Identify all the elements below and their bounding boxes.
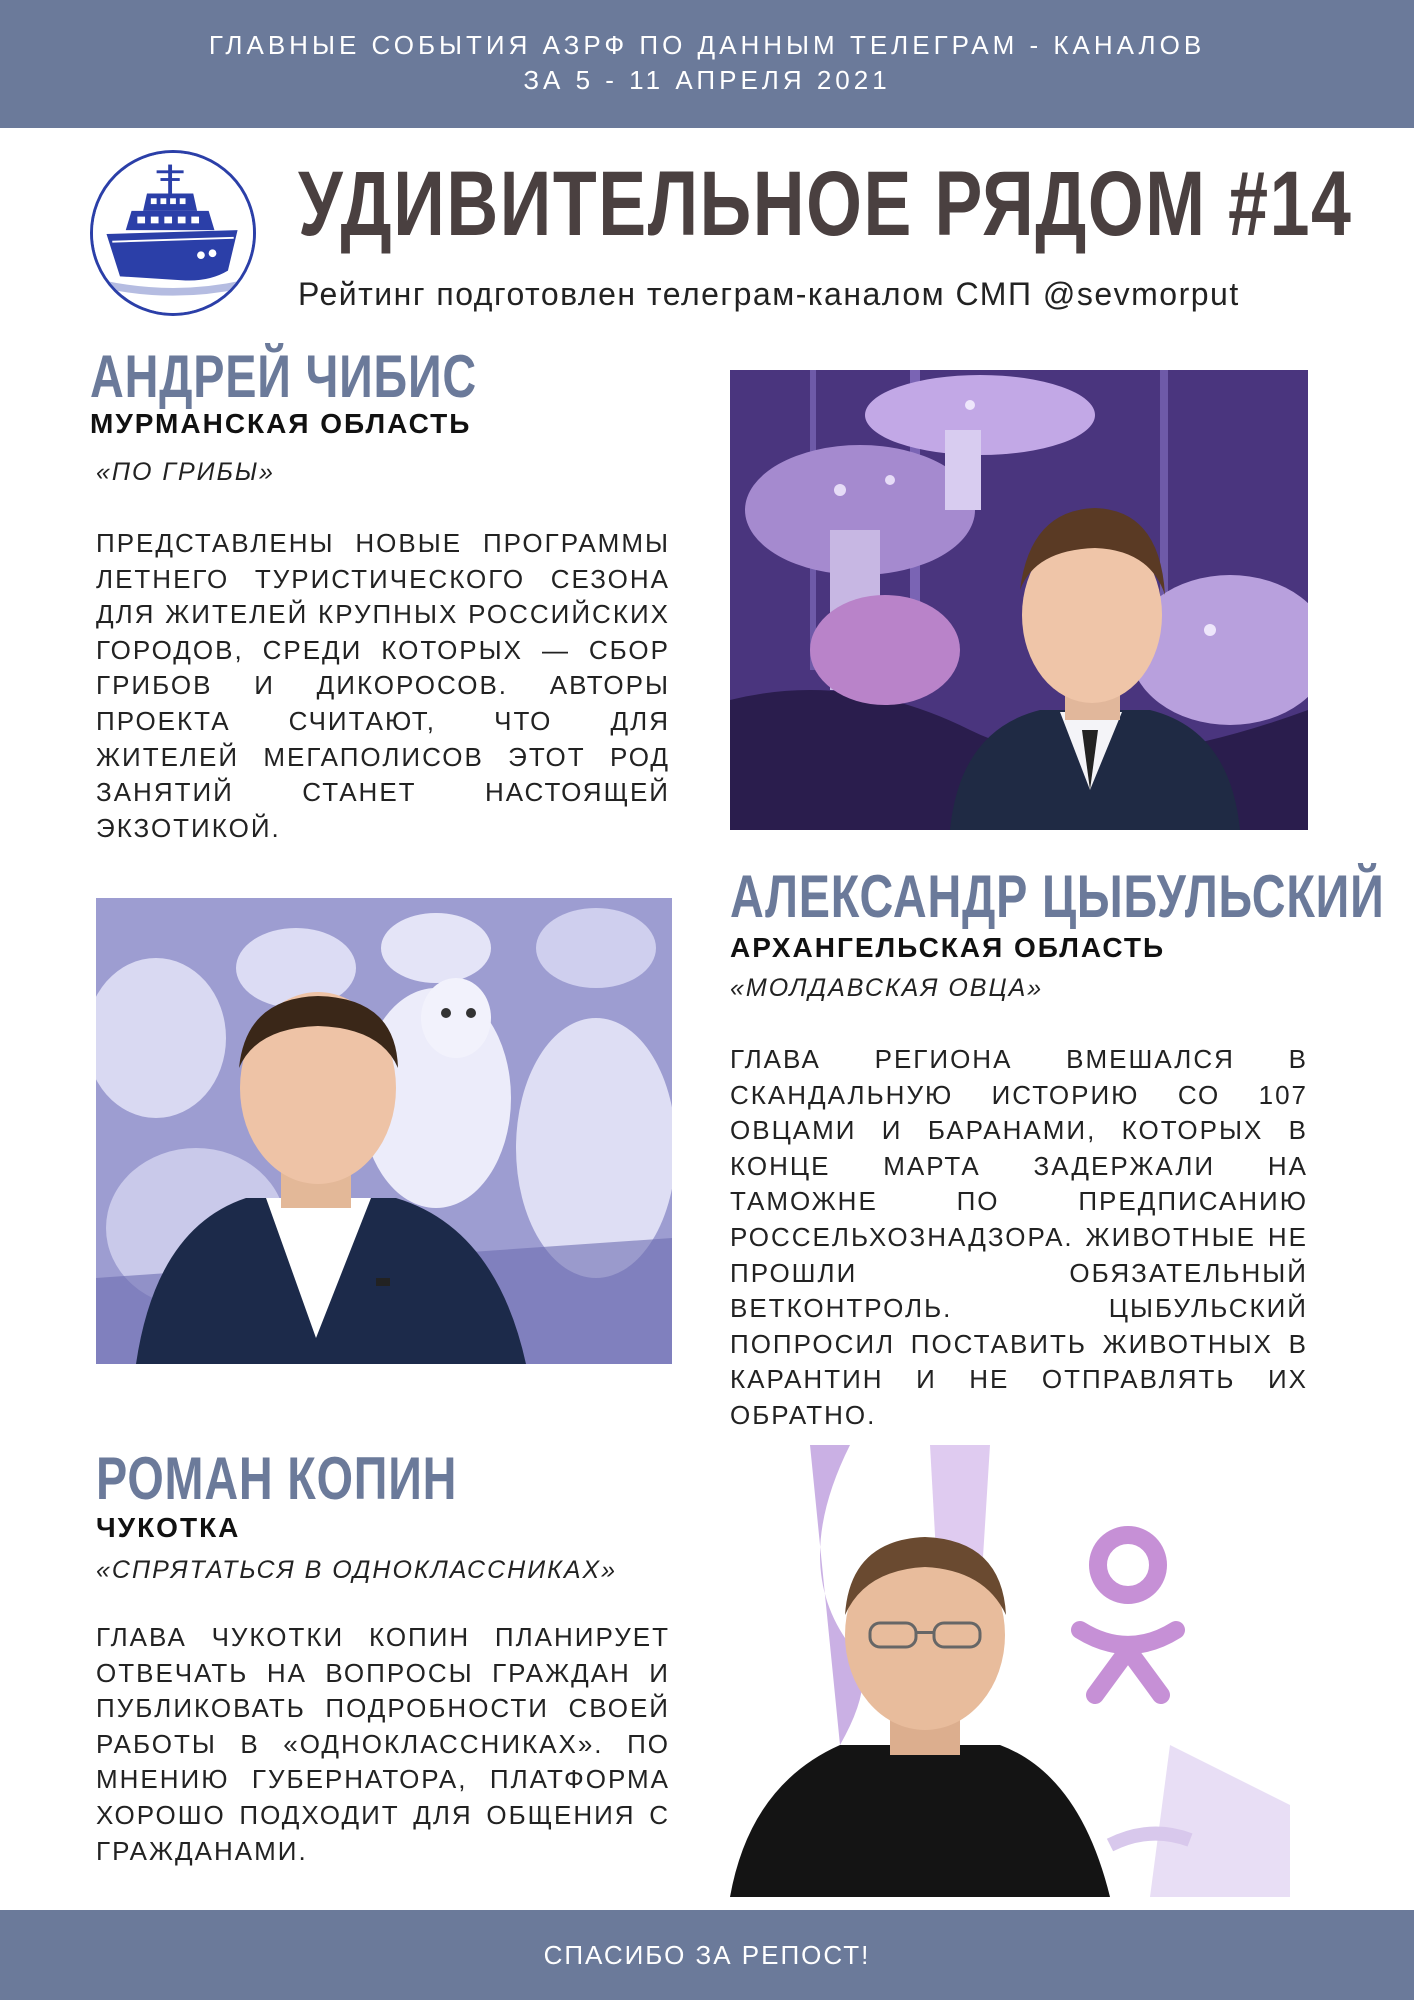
- footer-text: СПАСИБО ЗА РЕПОСТ!: [543, 1940, 871, 1970]
- top-banner: [0, 0, 1414, 128]
- icebreaker-logo-icon: [90, 150, 256, 316]
- photo-sheep-portrait: [96, 898, 672, 1364]
- entry-2-region: АРХАНГЕЛЬСКАЯ ОБЛАСТЬ: [730, 932, 1166, 963]
- page-title: УДИВИТЕЛЬНОЕ РЯДОМ #14: [298, 153, 1353, 255]
- entry-2-quote: «МОЛДАВСКАЯ ОВЦА»: [730, 974, 1044, 1002]
- entry-1-region: МУРМАНСКАЯ ОБЛАСТЬ: [90, 408, 472, 439]
- bottom-banner: [0, 1910, 1414, 2000]
- header-line-2: ЗА 5 - 11 АПРЕЛЯ 2021: [523, 65, 891, 95]
- header-line-1: ГЛАВНЫЕ СОБЫТИЯ АЗРФ ПО ДАННЫМ ТЕЛЕГРАМ - КАНАЛОВ: [208, 30, 1206, 60]
- entry-3-text: ГЛАВА ЧУКОТКИ КОПИН ПЛАНИРУЕТ ОТВЕЧАТЬ НА ВОПРОСЫ ГРАЖДАН И ПУБЛИКОВАТЬ ПОДРОБНОСТИ СВОЕЙ РАБОТЫ В «ОДНОКЛАССНИКАХ». ПО МНЕНИЮ ГУБЕРНАТОРА, ПЛАТФОРМА ХОРОШО ПОДХОДИТ ДЛЯ ОБЩЕНИЯ С ГРАЖДАНАМИ.: [96, 1622, 670, 1866]
- entry-3-quote: «СПРЯТАТЬСЯ В ОДНОКЛАССНИКАХ»: [96, 1556, 618, 1584]
- entry-1-name: АНДРЕЙ ЧИБИС: [90, 343, 477, 410]
- entry-1-text: ПРЕДСТАВЛЕНЫ НОВЫЕ ПРОГРАММЫ ЛЕТНЕГО ТУРИСТИЧЕСКОГО СЕЗОНА ДЛЯ ЖИТЕЛЕЙ КРУПНЫХ РОССИЙСКИХ ГОРОДОВ, СРЕДИ КОТОРЫХ — СБОР ГРИБОВ И ДИКОРОСОВ. АВТОРЫ ПРОЕКТА СЧИТАЮТ, ЧТО ДЛЯ ЖИТЕЛЕЙ МЕГАПОЛИСОВ ЭТОТ РОД ЗАНЯТИЙ СТАНЕТ НАСТОЯЩЕЙ ЭКЗОТИКОЙ.: [96, 528, 670, 843]
- entry-2-name: АЛЕКСАНДР ЦЫБУЛЬСКИЙ: [730, 863, 1385, 930]
- entry-3-name: РОМАН КОПИН: [96, 1445, 458, 1512]
- photo-odnoklassniki-portrait: [730, 1445, 1290, 1897]
- photo-mushrooms-portrait: [730, 370, 1308, 830]
- entry-1-quote: «ПО ГРИБЫ»: [96, 458, 275, 486]
- page-subtitle: Рейтинг подготовлен телеграм-каналом СМП @sevmorput: [298, 276, 1240, 312]
- entry-2-text: ГЛАВА РЕГИОНА ВМЕШАЛСЯ В СКАНДАЛЬНУЮ ИСТОРИЮ СО 107 ОВЦАМИ И БАРАНАМИ, КОТОРЫХ В КОНЦЕ МАРТА ЗАДЕРЖАЛИ НА ТАМОЖНЕ ПО ПРЕДПИСАНИЮ РОССЕЛЬХОЗНАДЗОРА. ЖИВОТНЫЕ НЕ ПРОШЛИ ОБЯЗАТЕЛЬНЫЙ ВЕТКОНТРОЛЬ. ЦЫБУЛЬСКИЙ ПОПРОСИЛ ПОСТАВИТЬ ЖИВОТНЫХ В КАРАНТИН И НЕ ОТПРАВЛЯТЬ ИХ ОБРАТНО.: [730, 1044, 1308, 1430]
- entry-3-region: ЧУКОТКА: [96, 1512, 241, 1543]
